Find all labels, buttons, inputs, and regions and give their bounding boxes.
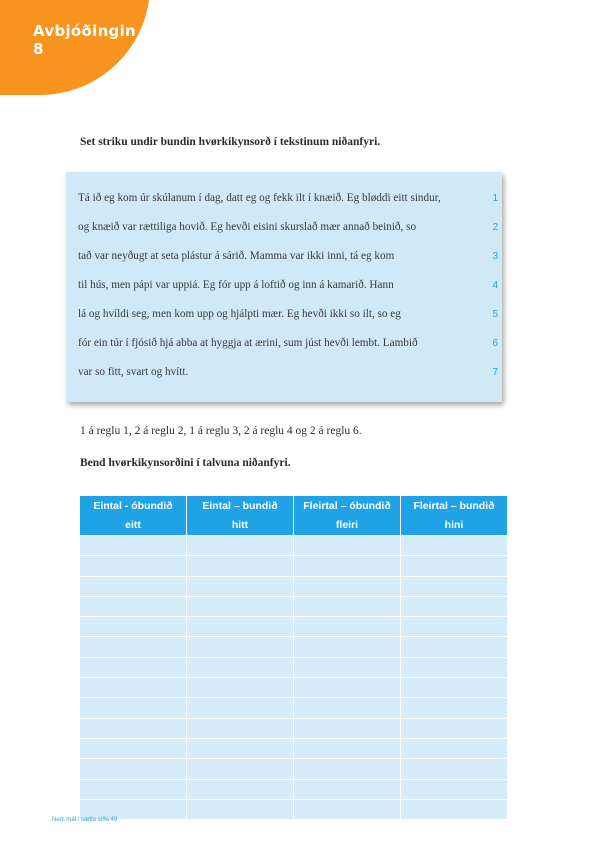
line-number: 4 [492,280,498,291]
table-row [80,617,507,637]
answer-cell[interactable] [187,596,294,616]
exercise-title-line1: Avbjóðingin [33,22,137,40]
answer-cell[interactable] [80,738,187,758]
answer-cell[interactable] [294,576,401,596]
answer-cell[interactable] [80,759,187,779]
table-row [80,536,507,556]
header-label: Eintal – bundið [202,499,278,512]
header-label: Fleirtal – óbundið [303,499,391,512]
table-row [80,698,507,718]
table-row [80,576,507,596]
table-row [80,738,507,758]
answer-cell[interactable] [187,738,294,758]
footer-note: Nem mál / sætta síða 49 [52,817,118,823]
answer-cell[interactable] [401,637,508,657]
passage-line: lá og hvíldi seg, men kom upp og hjálpti mær. Eg hevði ikki so ilt, so eg [78,308,401,320]
line-number: 6 [492,338,498,349]
answer-cell[interactable] [80,556,187,576]
answer-cell[interactable] [401,698,508,718]
line-number: 5 [492,309,498,320]
answer-cell[interactable] [294,799,401,819]
header-label: Eintal - óbundið [93,499,173,512]
answer-cell[interactable] [187,657,294,677]
answer-cell[interactable] [294,779,401,799]
header-example: fleiri [335,518,359,531]
answer-cell[interactable] [80,657,187,677]
table-row [80,678,507,698]
answer-cell[interactable] [294,556,401,576]
answer-cell[interactable] [80,617,187,637]
answer-cell[interactable] [294,637,401,657]
answer-cell[interactable] [401,759,508,779]
table-header-cell [401,496,508,536]
answer-cell[interactable] [80,596,187,616]
answer-cell[interactable] [294,536,401,556]
exercise-title [33,22,136,58]
table-row [80,718,507,738]
header-example: hini [444,518,464,531]
answer-cell[interactable] [294,596,401,616]
instruction-table: Bend hvørkikynsorðini í talvuna niðanfyri. [80,457,291,469]
table-row [80,759,507,779]
passage-line: Tá ið eg kom úr skúlanum í dag, datt eg og fekk ilt í knæið. Eg bløddi eitt sindur, [78,192,441,204]
answer-cell[interactable] [187,637,294,657]
answer-cell[interactable] [294,718,401,738]
answer-cell[interactable] [401,779,508,799]
passage-line: til hús, men pápi var uppiá. Eg fór upp á loftið og inn á kamarið. Hann [78,279,394,291]
answer-cell[interactable] [80,718,187,738]
header-label: Fleirtal – bundið [413,499,495,512]
answer-cell[interactable] [187,698,294,718]
answer-line: 1 á reglu 1, 2 á reglu 2, 1 á reglu 3, 2 á reglu 4 og 2 á reglu 6. [80,425,362,437]
answer-cell[interactable] [294,678,401,698]
answer-cell[interactable] [401,576,508,596]
answer-cell[interactable] [294,759,401,779]
line-number: 2 [492,222,498,233]
header-example: hitt [231,518,249,531]
table-row [80,799,507,819]
table-row [80,657,507,677]
answer-cell[interactable] [187,759,294,779]
answer-cell[interactable] [187,718,294,738]
passage-line: tað var neyðugt at seta plástur á sárið. Mamma var ikki inni, tá eg kom [78,250,395,262]
answer-cell[interactable] [294,657,401,677]
passage-line: var so fitt, svart og hvítt. [78,366,189,378]
passage-line: fór ein túr í fjósið hjá abba at hyggja at ærini, sum júst hevði lembt. Lambið [78,337,418,349]
answer-cell[interactable] [401,799,508,819]
answer-cell[interactable] [187,617,294,637]
answer-cell[interactable] [80,637,187,657]
answer-cell[interactable] [80,779,187,799]
table-row [80,556,507,576]
table-header-cell [294,496,401,536]
exercise-number: 8 [33,40,44,58]
answer-cell[interactable] [401,678,508,698]
table-row [80,637,507,657]
answer-cell[interactable] [80,678,187,698]
line-number: 3 [492,251,498,262]
answer-cell[interactable] [294,617,401,637]
answer-cell[interactable] [187,576,294,596]
answer-cell[interactable] [401,556,508,576]
table-header-cell [80,496,187,536]
answer-cell[interactable] [80,698,187,718]
table-header-cell [187,496,294,536]
instruction-underline: Set striku undir bundin hvørkikynsorð í tekstinum niðanfyri. [80,136,381,148]
answer-cell[interactable] [187,556,294,576]
line-number: 7 [492,367,498,378]
line-number: 1 [492,193,498,204]
table-row [80,596,507,616]
passage-box [66,172,502,402]
answer-cell[interactable] [401,596,508,616]
answer-cell[interactable] [401,657,508,677]
answer-cell[interactable] [187,678,294,698]
passage-line: og knæið var rættiliga hovið. Eg hevði eisini skurslað mær annað beinið, so [78,221,417,233]
answer-cell[interactable] [187,536,294,556]
answer-cell[interactable] [401,718,508,738]
answer-cell[interactable] [80,536,187,556]
answer-cell[interactable] [401,617,508,637]
answer-cell[interactable] [401,738,508,758]
answer-cell[interactable] [187,779,294,799]
noun-table [80,496,507,819]
answer-cell[interactable] [294,738,401,758]
answer-cell[interactable] [80,576,187,596]
table-row [80,779,507,799]
answer-cell[interactable] [401,536,508,556]
answer-cell[interactable] [187,799,294,819]
header-example: eitt [125,518,141,531]
answer-cell[interactable] [294,698,401,718]
